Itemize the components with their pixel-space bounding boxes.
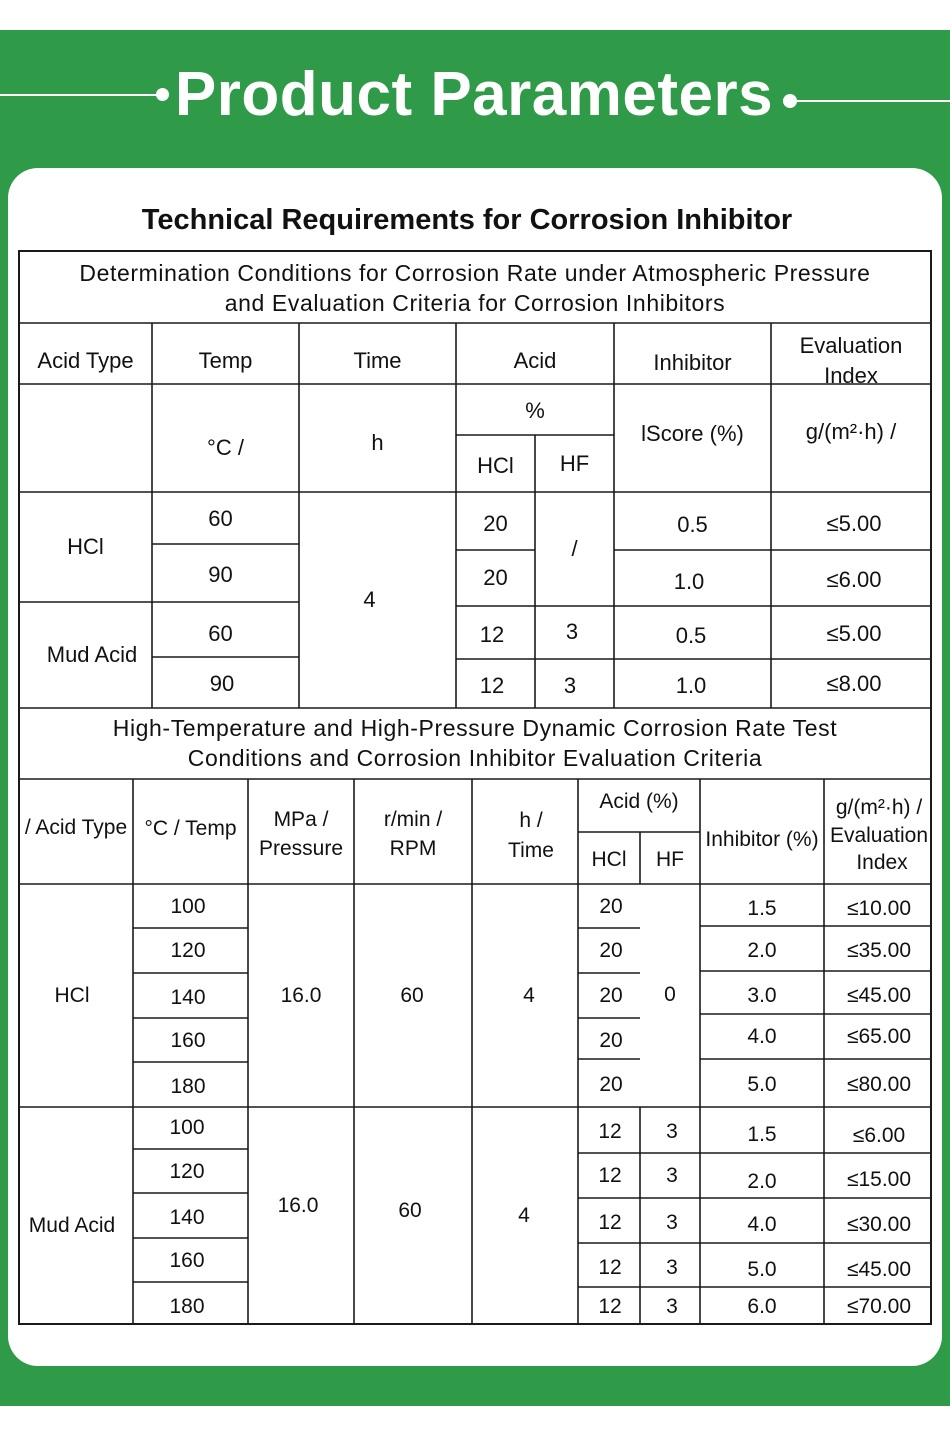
t2-mud-row1-temp: 100 [169,1115,205,1139]
t2-mud-row2-hcl: 12 [598,1164,622,1187]
t2-hcl-row2-hcl: 20 [599,939,623,962]
t2-hcl-row1-temp: 100 [170,894,206,918]
t1-row4-hcl: 12 [479,673,505,698]
t1-row2-eval: ≤6.00 [826,567,882,592]
t2-header-time-unit: h / [519,808,543,832]
t2-mud-row4-temp: 160 [169,1248,205,1272]
table2-title-line2: Conditions and Corrosion Inhibitor Evaluation Criteria [187,745,763,771]
t1-row2-temp: 90 [208,562,233,587]
t1-hcl-hf-value: / [571,536,578,561]
t2-header-inhibitor: Inhibitor (%) [705,827,819,851]
t2-mud-row4-inhibitor: 5.0 [747,1257,777,1281]
t1-row4-eval: ≤8.00 [826,671,882,696]
t1-unit-acid-pct: % [525,398,545,423]
t1-header-eval-index: Evaluation Index [799,333,903,388]
t2-hcl-row2-inhibitor: 2.0 [747,939,777,962]
t1-row2-hcl: 20 [483,565,508,590]
t2-mud-row5-temp: 180 [169,1294,205,1318]
t2-hcl-row5-eval: ≤80.00 [846,1072,912,1096]
t1-header-acid-type: Acid Type [37,348,134,373]
t1-unit-eval: g/(m²·h) / [805,419,897,444]
t2-hcl-time: 4 [523,984,535,1007]
t2-mud-row3-inhibitor: 4.0 [747,1213,777,1236]
t2-hcl-row4-hcl: 20 [599,1028,623,1052]
t2-group-hcl: HCl [54,984,90,1007]
t2-hcl-row1-inhibitor: 1.5 [747,896,777,920]
t2-hcl-row2-eval: ≤35.00 [846,939,912,962]
t2-mud-row2-inhibitor: 2.0 [747,1170,777,1193]
t2-header-rpm: RPM [389,836,437,860]
t2-hcl-row2-temp: 120 [170,939,206,962]
t1-row3-inhibitor: 0.5 [675,623,707,648]
table2-title-line1: High-Temperature and High-Pressure Dynamic Corrosion Rate Test [112,715,838,741]
t1-group-hcl: HCl [67,534,104,559]
t1-time-value: 4 [363,587,376,612]
t1-header-temp: Temp [198,348,253,373]
t2-hcl-row3-eval: ≤45.00 [846,984,912,1007]
t1-row1-inhibitor: 0.5 [677,511,708,537]
t2-mud-row2-hf: 3 [666,1164,678,1187]
t2-mud-row1-hcl: 12 [598,1119,622,1143]
card-title: Technical Requirements for Corrosion Inhibitor [141,204,793,236]
t2-hcl-rpm: 60 [400,984,424,1007]
t1-row1-eval: ≤5.00 [826,510,882,536]
t1-row2-inhibitor: 1.0 [673,569,705,594]
t2-hcl-pressure: 16.0 [280,984,322,1007]
t1-unit-inhibitor: lScore (%) [641,421,744,446]
t2-mud-row3-hf: 3 [666,1211,678,1234]
t2-hcl-row5-inhibitor: 5.0 [747,1072,777,1096]
t2-header-temp: °C / Temp [144,816,237,840]
t2-mud-row1-hf: 3 [666,1119,678,1143]
t2-mud-time: 4 [518,1204,530,1227]
t2-mud-rpm: 60 [398,1199,422,1222]
t2-hcl-row4-inhibitor: 4.0 [747,1025,777,1048]
t2-mud-row4-eval: ≤45.00 [846,1257,912,1281]
t2-header-time: Time [508,838,554,862]
t1-row1-temp: 60 [208,506,233,531]
t2-header-eval-unit: g/(m²·h) / [835,796,923,819]
t2-hcl-row3-hcl: 20 [599,984,623,1007]
t2-hcl-row4-temp: 160 [170,1028,206,1052]
t2-header-acid-type: / Acid Type [24,815,128,839]
t2-hcl-row5-hcl: 20 [599,1073,623,1096]
t2-header-eval-line2: Evaluation [829,824,929,847]
t2-mud-row4-hcl: 12 [598,1255,622,1279]
t2-hcl-row3-temp: 140 [170,986,206,1009]
t2-header-pressure-unit: MPa / [273,807,329,831]
t2-header-rpm-unit: r/min / [383,807,443,831]
t1-row4-temp: 90 [209,671,235,696]
table1-title-line1: Determination Conditions for Corrosion Rate under Atmospheric Pressure [79,260,871,286]
t2-header-hf: HF [656,847,684,871]
t1-unit-time: h [371,430,384,455]
t1-header-inhibitor: Inhibitor [653,350,732,375]
table1-title-line2: and Evaluation Criteria for Corrosion Inhibitors [224,290,726,316]
t2-mud-row5-eval: ≤70.00 [846,1295,912,1318]
t2-header-eval-line3: Index [856,851,908,874]
t2-hcl-row5-temp: 180 [170,1075,206,1098]
t1-unit-hf: HF [559,451,590,476]
t2-group-mud-acid: Mud Acid [28,1214,116,1237]
t2-mud-row3-hcl: 12 [598,1211,622,1234]
t1-row3-eval: ≤5.00 [826,621,882,646]
t2-mud-row2-eval: ≤15.00 [846,1168,912,1191]
t1-header-time: Time [353,348,402,373]
t2-mud-row5-hcl: 12 [598,1295,622,1318]
t1-unit-hcl: HCl [477,453,514,478]
t2-hcl-row3-inhibitor: 3.0 [747,984,777,1007]
t2-hcl-hf: 0 [664,982,676,1006]
t1-row3-hf: 3 [565,619,579,644]
page-title: Product Parameters [174,60,774,129]
t2-header-hcl: HCl [591,847,627,871]
t2-hcl-row4-eval: ≤65.00 [846,1025,912,1048]
t1-row4-inhibitor: 1.0 [675,673,707,698]
t2-hcl-row1-hcl: 20 [599,894,623,918]
t2-mud-row3-eval: ≤30.00 [846,1213,912,1236]
t2-mud-row4-hf: 3 [666,1255,678,1279]
t1-row3-hcl: 12 [479,622,505,647]
t2-mud-pressure: 16.0 [277,1194,319,1217]
t2-hcl-row1-eval: ≤10.00 [846,896,912,920]
t1-header-acid: Acid [513,348,557,373]
t2-mud-row3-temp: 140 [169,1206,205,1229]
t1-group-mud-acid: Mud Acid [46,642,138,667]
t1-row3-temp: 60 [208,621,233,646]
t2-mud-row5-hf: 3 [666,1295,678,1318]
t2-mud-row1-inhibitor: 1.5 [747,1122,777,1146]
t1-row4-hf: 3 [563,673,577,698]
t2-mud-row5-inhibitor: 6.0 [747,1295,777,1318]
t2-mud-row2-temp: 120 [169,1159,205,1183]
t2-header-acid: Acid (%) [599,789,679,813]
t1-unit-temp: °C / [207,435,244,460]
t1-row1-hcl: 20 [483,510,508,536]
t2-mud-row1-eval: ≤6.00 [852,1123,906,1147]
t2-header-pressure: Pressure [258,836,344,860]
